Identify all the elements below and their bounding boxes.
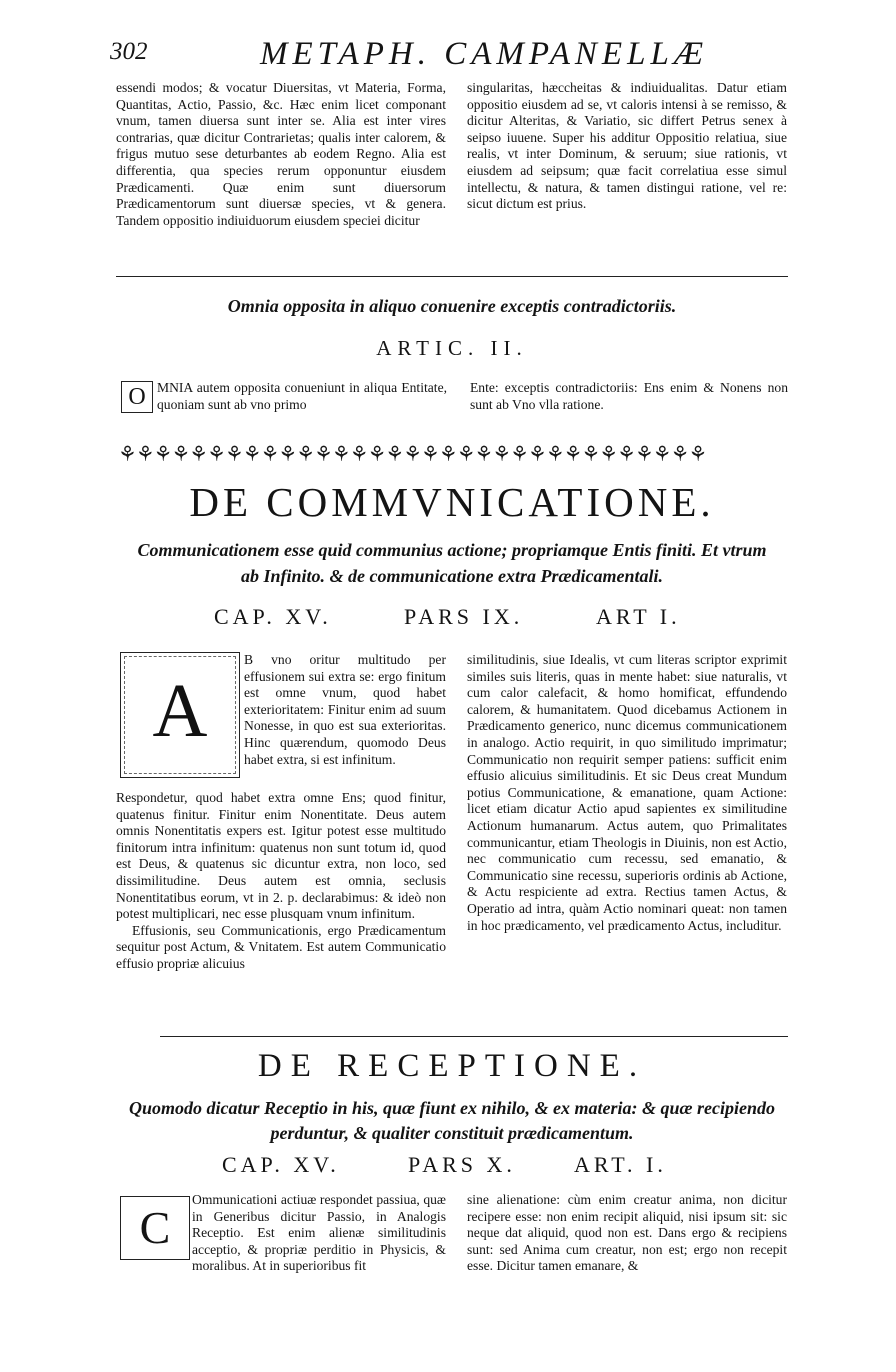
chapter15-right-column <box>467 652 787 934</box>
chapter15-left-rest-text: Respondetur, quod habet extra omne Ens; quod finitur, quatenus finitur. Finitur enim Nonentitate. Deus autem omnis Nonentitatis expers est. Igitur potest esse multitudo finitorum intra infinitum: quatenus non sunt totum id, quod est Deus, & quatenus sic dicuntur extra, non loco, sed dissimilitudine. Deus autem est omnia, seclusis Nonentitatibus eorum, vt in 2. p. declarabimus: & ideò non potest multiplicari, nec esse plusquam vnum infinitum. <box>116 790 446 922</box>
section1-left-column <box>116 80 446 229</box>
initial-c-ornament <box>120 1196 190 1260</box>
fleuron-ornament-band: ⚘⚘⚘⚘⚘⚘⚘⚘⚘⚘⚘⚘⚘⚘⚘⚘⚘⚘⚘⚘⚘⚘⚘⚘⚘⚘⚘⚘⚘⚘⚘⚘⚘ <box>118 442 707 466</box>
section1-right-column <box>467 80 787 213</box>
chapter15-left-para2-text: Effusionis, seu Communicationis, ergo Prædicamentum sequitur post Actum, & Vnitatem. Est autem Communicatio effusio propriæ alicuius <box>116 922 446 971</box>
reception-left-column <box>192 1192 446 1275</box>
chapter15-cap-label: CAP. XV. <box>214 604 332 629</box>
article2-heading: ARTIC. II. <box>376 336 528 360</box>
article2-left-column <box>157 380 447 413</box>
article2-right-text: Ente: exceptis contradictoriis: Ens enim & Nonens non sunt ab Vno vlla ratione. <box>470 380 788 412</box>
divider-rule-1 <box>116 276 788 277</box>
page-number: 302 <box>110 38 148 65</box>
reception-cap-label: CAP. XV. <box>222 1152 340 1177</box>
reception-subtitle-line2: perduntur, & qualiter constituit prædicamentum. <box>270 1123 634 1143</box>
reception-subtitle-line1: Quomodo dicatur Receptio in his, quæ fiunt ex nihilo, & ex materia: & quæ recipiendo <box>128 1098 776 1118</box>
initial-a-ornament <box>120 652 240 778</box>
section1-right-text: singularitas, hæccheitas & indiuidualitas. Datur etiam oppositio eiusdem ad se, vt caloris intensi à se remisso, & dicitur Alteritas, & Variatio, sic differt Petrus senex à seipso iuuene. Super his additur Oppositio relatiua, siue realis, vt inter Dominum, & seruum; siue rationis, vt eiusdem ad seipsum; quæ facit correlatiua esse simul intellectu, & natura, & tamen distingui ratione, vel re: sicut dictum est prius. <box>467 80 787 212</box>
chapter-title-communicatione: DE COMMVNICATIONE. <box>189 479 715 525</box>
initial-o-letter: O <box>128 384 146 410</box>
chapter15-left-column <box>116 790 446 973</box>
reception-pars-label: PARS X. <box>408 1152 516 1177</box>
article2-left-text: MNIA autem opposita conueniunt in aliqua Entitate, quoniam sunt ab vno primo <box>157 380 447 412</box>
reception-art-label: ART. I. <box>574 1152 667 1177</box>
chapter-title-receptione: DE RECEPTIONE. <box>257 1048 647 1084</box>
reception-right-text: sine alienatione: cùm enim creatur anima, non dicitur recipere esse: non enim recipit aliquid, nisi ipsum sit: sic neque dat aliquid, quod non est. Dans ergo & recipiens sunt: sed Anima cum creatur, non est; ergo non recepit esse. Dicitur tamen emanare, & <box>467 1192 787 1274</box>
section1-left-text: essendi modos; & vocatur Diuersitas, vt Materia, Forma, Quantitas, Actio, Passio, &c. Hæc enim licet componant vnum, tamen diuersa sunt inter se. Alia est inter vires contrarias, quæ dicitur Contrarietas; qualis inter calorem, & frigus mutuo sese deturbantes ab eodem Regno. Alia est differentia, qua species rerum opponuntur eiusdem Prædicamenti. Quæ enim sunt diuersorum Prædicamentorum sunt diuersæ species, vt & genera. Tandem oppositio indiuiduorum eiusdem speciei dicitur <box>116 80 446 228</box>
chapter15-left-drop-text-block <box>244 652 446 768</box>
initial-a-letter: A <box>152 669 208 754</box>
reception-left-text: Ommunicationi actiuæ respondet passiua, quæ in Generibus dicitur Passio, in Analogis Receptio. Est enim alienæ similitudinis acceptio, & propriæ perditio in Physicis, & moralibus. At in superioribus fit <box>192 1192 446 1274</box>
chapter15-left-drop-text: B vno oritur multitudo per effusionem sui extra se: ergo finitum est omne vnum, quod habet exterioritatem: Finitur enim ad suum Nonesse, in quo est sua exterioritas. Hinc quærendum, quomodo Deus habet extra, si est infinitum. <box>244 652 446 767</box>
article2-subtitle: Omnia opposita in aliquo conuenire exceptis contradictoriis. <box>227 296 677 316</box>
chapter15-pars-label: PARS IX. <box>404 604 524 629</box>
running-head <box>110 36 790 80</box>
chapter15-subtitle-line1: Communicationem esse quid communius actione; propriamque Entis finiti. Et vtrum <box>137 540 767 560</box>
article2-right-column <box>470 380 788 413</box>
chapter15-right-text: similitudinis, siue Idealis, vt cum literas scriptor exprimit similes suis literis, quas in mente habet: siue naturalis, vt cum calor calefacit, & homo homificat, effundendo calorem, & humanitatem. Quod dicebamus Actionem in Prædicamento generico, nunc dicemus communicationem in analogo. Actio requirit, in quo similitudo imprimatur; Communicatio non requirit semper patiens: sufficit enim effusio alicuius similitudinis. Et sic Deus creat Mundum potius Communicatione, & emanatione, quam Actione: licet etiam dicatur Actio apud sapientes ex similitudine Actionum humanarum. Actus autem, quo Primalitates communicantur, etiam Theologis in Diuinis, non est Actio, nec communicatio cum recessu, sed emanatio, & Communicatio sine recessu, superioris ordinis ab Actione, & Actu respiciente ad extra. Rectius tamen Actus, & Operatio ad intra, quàm Actio nominari queat: non tamen in hoc prædicamento, vel prædicamento Actus, includitur. <box>467 652 787 933</box>
initial-o-ornament <box>121 381 153 413</box>
divider-rule-2 <box>160 1036 788 1037</box>
chapter15-art-label: ART I. <box>596 604 681 629</box>
chapter15-subtitle-line2: ab Infinito. & de communicatione extra Prædicamentali. <box>240 566 663 586</box>
reception-right-column <box>467 1192 787 1275</box>
initial-c-letter: C <box>139 1202 171 1253</box>
running-title: METAPH. CAMPANELLÆ <box>260 36 709 72</box>
